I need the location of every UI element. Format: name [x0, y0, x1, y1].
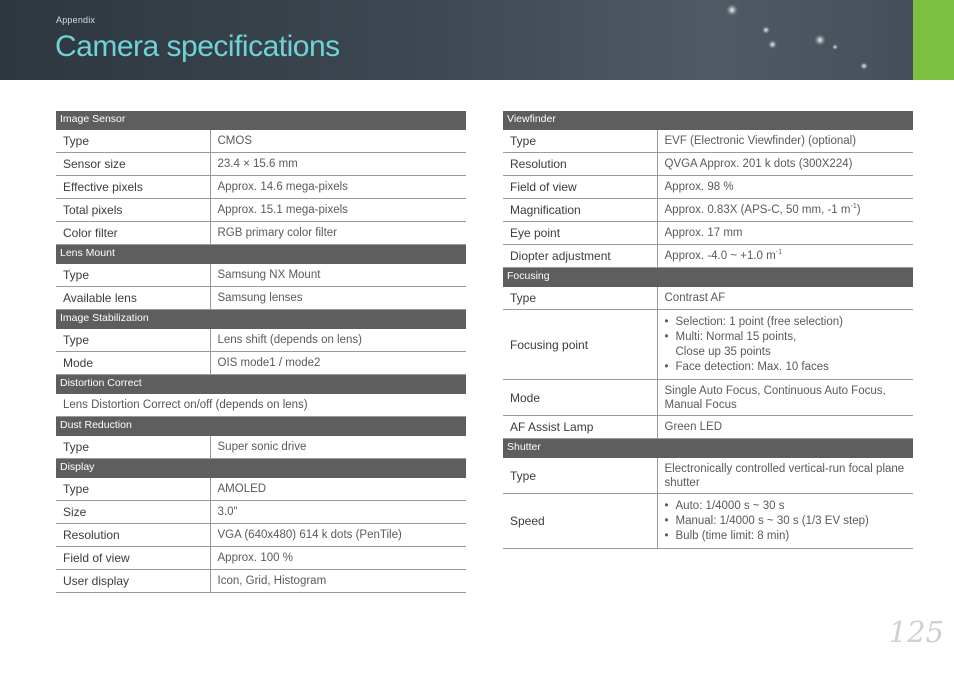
- table-row: [503, 222, 913, 245]
- spec-value: CMOS: [210, 130, 466, 153]
- spec-label: Color filter: [56, 222, 210, 245]
- table-row: [503, 416, 913, 439]
- decorative-light-6: [860, 62, 868, 70]
- spec-label: Type: [503, 287, 657, 310]
- page-title: Camera specifications: [55, 30, 340, 63]
- table-row: [503, 458, 913, 494]
- table-row: [56, 199, 466, 222]
- spec-table-left: [56, 111, 466, 593]
- spec-value: 23.4 × 15.6 mm: [210, 153, 466, 176]
- decorative-light-2: [762, 26, 770, 34]
- bullet-list: [665, 315, 907, 375]
- section-label: Appendix: [56, 15, 96, 25]
- spec-value: Icon, Grid, Histogram: [210, 570, 466, 593]
- table-row: [56, 436, 466, 459]
- spec-value: Samsung lenses: [210, 287, 466, 310]
- table-row: [56, 264, 466, 287]
- spec-label: Type: [56, 130, 210, 153]
- table-row: [503, 380, 913, 416]
- category-header: [503, 268, 913, 287]
- spec-label: Available lens: [56, 287, 210, 310]
- table-row: [503, 310, 913, 380]
- spec-value: Electronically controlled vertical-run focal plane shutter: [657, 458, 913, 494]
- table-row: [503, 199, 913, 222]
- category-title: Image Sensor: [60, 113, 126, 125]
- spec-table-right: [503, 111, 913, 549]
- spec-value: [657, 245, 913, 268]
- spec-value: Approx. 100 %: [210, 547, 466, 570]
- spec-value: Super sonic drive: [210, 436, 466, 459]
- list-item: • Manual: 1/4000 s ~ 30 s (1/3 EV step): [665, 514, 907, 529]
- category-title: Shutter: [507, 441, 541, 453]
- spec-label: Focusing point: [503, 310, 657, 380]
- superscript: -1: [850, 203, 857, 210]
- category-header: [56, 417, 466, 436]
- decorative-light-1: [726, 4, 738, 16]
- table-row: [56, 394, 466, 417]
- spec-value: [657, 494, 913, 549]
- spec-value: Green LED: [657, 416, 913, 439]
- category-header: [56, 310, 466, 329]
- spec-value: OIS mode1 / mode2: [210, 352, 466, 375]
- list-item: • Auto: 1/4000 s ~ 30 s: [665, 499, 907, 514]
- table-row: [56, 130, 466, 153]
- page-number: 125: [888, 615, 944, 649]
- spec-label: AF Assist Lamp: [503, 416, 657, 439]
- spec-label: Type: [503, 458, 657, 494]
- spec-value: Approx. 14.6 mega-pixels: [210, 176, 466, 199]
- table-row: [56, 570, 466, 593]
- spec-label: Total pixels: [56, 199, 210, 222]
- category-title: Viewfinder: [507, 113, 556, 125]
- table-row: [56, 153, 466, 176]
- table-row: [503, 494, 913, 549]
- list-item: • Face detection: Max. 10 faces: [665, 360, 907, 375]
- table-row: [56, 176, 466, 199]
- spec-label: Type: [56, 436, 210, 459]
- spec-label: Field of view: [56, 547, 210, 570]
- table-row: [56, 287, 466, 310]
- spec-label: Sensor size: [56, 153, 210, 176]
- decorative-light-4: [768, 40, 777, 49]
- list-item: • Selection: 1 point (free selection): [665, 315, 907, 330]
- table-row: [503, 245, 913, 268]
- spec-value: Samsung NX Mount: [210, 264, 466, 287]
- spec-label: Mode: [503, 380, 657, 416]
- table-row: [56, 524, 466, 547]
- table-row: [503, 153, 913, 176]
- spec-label: Eye point: [503, 222, 657, 245]
- spec-label: Type: [56, 264, 210, 287]
- spec-label: Type: [503, 130, 657, 153]
- spec-value: VGA (640x480) 614 k dots (PenTile): [210, 524, 466, 547]
- table-row: [56, 352, 466, 375]
- spec-value: RGB primary color filter: [210, 222, 466, 245]
- superscript: -1: [775, 249, 782, 256]
- spec-value: [657, 199, 913, 222]
- magnification-value-end: ): [856, 204, 861, 216]
- category-header: [56, 375, 466, 394]
- section-tab: [913, 0, 954, 80]
- bullet-list: [665, 499, 907, 544]
- decorative-light-3: [814, 34, 826, 46]
- spec-label: Field of view: [503, 176, 657, 199]
- spec-label: User display: [56, 570, 210, 593]
- spec-label: Diopter adjustment: [503, 245, 657, 268]
- spec-value: EVF (Electronic Viewfinder) (optional): [657, 130, 913, 153]
- category-header: [56, 111, 466, 130]
- spec-value: [657, 310, 913, 380]
- spec-value: AMOLED: [210, 478, 466, 501]
- list-item: • Bulb (time limit: 8 min): [665, 529, 907, 544]
- spec-label: Mode: [56, 352, 210, 375]
- table-row: [56, 329, 466, 352]
- table-row: [503, 130, 913, 153]
- spec-value: Contrast AF: [657, 287, 913, 310]
- magnification-value: Approx. 0.83X (APS-C, 50 mm, -1 m: [664, 204, 851, 216]
- spec-label: Type: [56, 478, 210, 501]
- spec-value: Approx. 98 %: [657, 176, 913, 199]
- table-row: [503, 287, 913, 310]
- spec-label: Speed: [503, 494, 657, 549]
- table-row: [56, 222, 466, 245]
- spec-value: Approx. 17 mm: [657, 222, 913, 245]
- list-item: • Multi: Normal 15 points, Close up 35 points: [665, 330, 907, 360]
- spec-value: Lens shift (depends on lens): [210, 329, 466, 352]
- spec-value: 3.0": [210, 501, 466, 524]
- spec-value: Approx. 15.1 mega-pixels: [210, 199, 466, 222]
- spec-label: Effective pixels: [56, 176, 210, 199]
- category-title: Distortion Correct: [60, 377, 142, 389]
- spec-label: Type: [56, 329, 210, 352]
- spec-label: Resolution: [56, 524, 210, 547]
- category-header: [503, 111, 913, 130]
- category-header: [56, 245, 466, 264]
- category-title: Display: [60, 461, 95, 473]
- spec-label: Magnification: [503, 199, 657, 222]
- spec-value: QVGA Approx. 201 k dots (300X224): [657, 153, 913, 176]
- category-header: [503, 439, 913, 458]
- spec-label: Resolution: [503, 153, 657, 176]
- spec-value: Lens Distortion Correct on/off (depends on lens): [56, 394, 466, 417]
- spec-label: Size: [56, 501, 210, 524]
- spec-value: Single Auto Focus, Continuous Auto Focus, Manual Focus: [657, 380, 913, 416]
- table-row: [56, 547, 466, 570]
- category-title: Dust Reduction: [60, 419, 132, 431]
- page-header: [0, 0, 954, 80]
- table-row: [503, 176, 913, 199]
- category-title: Image Stabilization: [60, 312, 149, 324]
- table-row: [56, 478, 466, 501]
- category-title: Focusing: [507, 270, 550, 282]
- table-row: [56, 501, 466, 524]
- decorative-light-5: [832, 44, 838, 50]
- category-header: [56, 459, 466, 478]
- diopter-value: Approx. -4.0 ~ +1.0 m: [664, 250, 776, 262]
- category-title: Lens Mount: [60, 247, 115, 259]
